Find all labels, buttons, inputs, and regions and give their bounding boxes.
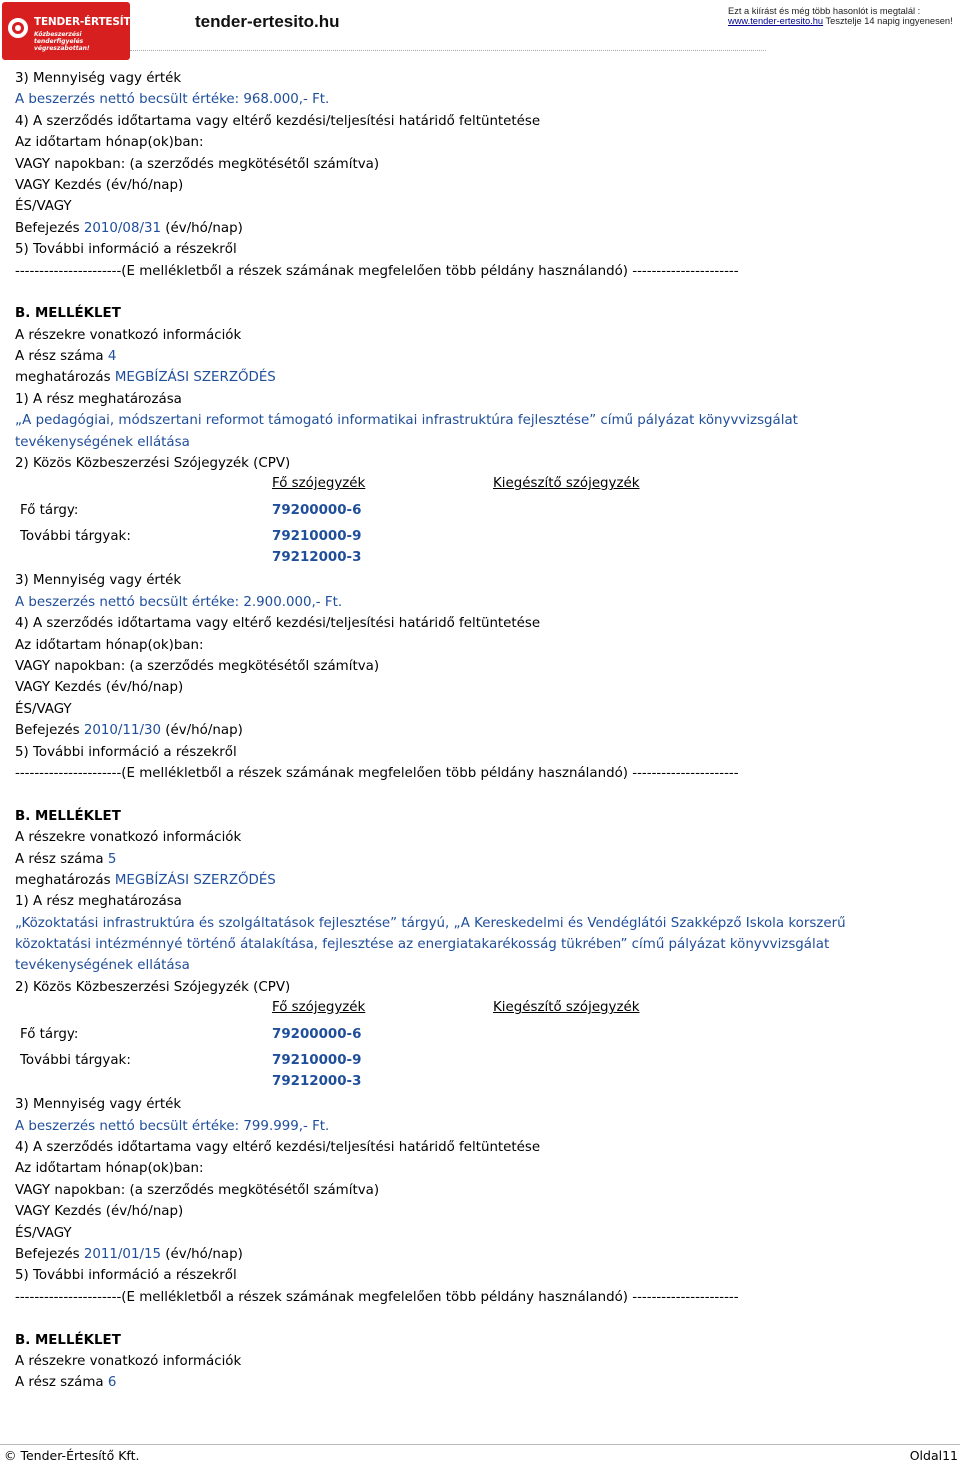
- logo-title: TENDER-ÉRTESÍTŐ.hu: [34, 16, 158, 28]
- part-description: „Közoktatási infrastruktúra és szolgáltatások fejlesztése” tárgyú, „A Kereskedelmi és Vendéglátói Szakképző Iskola korszerű: [15, 915, 846, 931]
- promo-line2: Tesztelje 14 napig ingyenesen!: [823, 15, 953, 26]
- start-date: VAGY Kezdés (év/hó/nap): [15, 1204, 184, 1220]
- part-number-line: [15, 1372, 945, 1393]
- duration-days: VAGY napokban: (a szerződés megkötésétől számítva): [15, 658, 380, 674]
- definition-value: MEGBÍZÁSI SZERZŐDÉS: [114, 872, 276, 888]
- cpv-heading: 2) Közös Közbeszerzési Szójegyzék (CPV): [15, 979, 291, 995]
- cpv-table: [15, 998, 945, 1094]
- promo-text: [728, 7, 958, 26]
- part-number-line: [15, 346, 945, 367]
- and-or: ÉS/VAGY: [15, 701, 72, 717]
- duration-months: Az időtartam hónap(ok)ban:: [15, 637, 204, 653]
- parts-info: A részekre vonatkozó információk: [15, 327, 242, 343]
- end-date-format: (év/hó/nap): [161, 220, 243, 236]
- cpv-main-vocabulary-header: Fő szójegyzék: [272, 1000, 366, 1016]
- cpv-table: [15, 474, 945, 570]
- end-date-label: Befejezés: [15, 1246, 84, 1262]
- and-or: ÉS/VAGY: [15, 1225, 72, 1241]
- part-number: 4: [107, 349, 117, 365]
- promo-line1: Ezt a kiírást és még több hasonlót is megtalál :: [728, 6, 921, 16]
- duration-days: VAGY napokban: (a szerződés megkötésétől számítva): [15, 156, 380, 172]
- cpv-supplementary-header: Kiegészítő szójegyzék: [493, 476, 640, 492]
- end-date-label: Befejezés: [15, 723, 84, 739]
- cpv-main-label: Fő tárgy:: [20, 1027, 79, 1043]
- quantity-heading: 3) Mennyiség vagy érték: [15, 1097, 182, 1113]
- end-date-value: 2011/01/15: [83, 1246, 162, 1262]
- duration-heading: 4) A szerződés időtartama vagy eltérő kezdési/teljesítési határidő feltüntetése: [15, 616, 541, 632]
- part-definition-heading: 1) A rész meghatározása: [15, 391, 182, 407]
- estimated-value: A beszerzés nettó becsült értéke: 2.900.000,- Ft.: [15, 594, 343, 610]
- end-date-label: Befejezés: [15, 220, 84, 236]
- cpv-main-code: 79200000-6: [272, 1027, 362, 1043]
- part-number-line: [15, 849, 945, 870]
- definition-line: [15, 367, 945, 388]
- page-header: [0, 0, 960, 62]
- start-date: VAGY Kezdés (év/hó/nap): [15, 680, 184, 696]
- duration-heading: 4) A szerződés időtartama vagy eltérő kezdési/teljesítési határidő feltüntetése: [15, 1140, 541, 1156]
- logo-subtitle: Közbeszerzési tenderfigyelés végreszabottan!: [34, 31, 90, 52]
- page-number: Oldal11: [909, 1448, 958, 1463]
- end-date-line: [15, 218, 945, 239]
- tender-ertesito-logo[interactable]: [2, 2, 158, 60]
- end-date-value: 2010/08/31: [83, 220, 162, 236]
- end-date-line: [15, 1244, 945, 1265]
- duration-months: Az időtartam hónap(ok)ban:: [15, 135, 204, 151]
- cpv-more-code: 79212000-3: [272, 1074, 362, 1090]
- parts-info: A részekre vonatkozó információk: [15, 830, 242, 846]
- cpv-more-code: 79212000-3: [272, 550, 362, 566]
- quantity-heading: 3) Mennyiség vagy érték: [15, 71, 182, 86]
- part-number-label: A rész száma: [15, 349, 108, 365]
- cpv-main-code: 79200000-6: [272, 503, 362, 519]
- part-description-cont: tevékenységének ellátása: [15, 434, 190, 450]
- cpv-more-code: 79210000-9: [272, 1053, 362, 1069]
- duration-days: VAGY napokban: (a szerződés megkötésétől számítva): [15, 1182, 380, 1198]
- definition-value: MEGBÍZÁSI SZERZŐDÉS: [114, 370, 276, 386]
- definition-label: meghatározás: [15, 872, 115, 888]
- separator-line: ----------------------(E mellékletből a részek számának megfelelően több példány használandó) ----------------------: [15, 765, 739, 781]
- end-date-format: (év/hó/nap): [161, 723, 243, 739]
- quantity-heading: 3) Mennyiség vagy érték: [15, 573, 182, 589]
- cpv-supplementary-header: Kiegészítő szójegyzék: [493, 1000, 640, 1016]
- cpv-main-label: Fő tárgy:: [20, 503, 79, 519]
- definition-line: [15, 870, 945, 891]
- cpv-more-code: 79210000-9: [272, 529, 362, 545]
- part-number-label: A rész száma: [15, 851, 108, 867]
- separator-line: ----------------------(E mellékletből a részek számának megfelelően több példány használandó) ----------------------: [15, 1289, 739, 1305]
- part-description: „A pedagógiai, módszertani reformot támogató informatikai infrastruktúra fejlesztése” című pályázat könyvvizsgálat: [15, 413, 798, 429]
- duration-heading: 4) A szerződés időtartama vagy eltérő kezdési/teljesítési határidő feltüntetése: [15, 113, 541, 129]
- parts-info: A részekre vonatkozó információk: [15, 1353, 242, 1369]
- part-description-cont: közoktatási intézménnyé történő átalakítása, fejlesztése az energiatakarékosság tükrében” című pályázat könyvvizsgálat: [15, 937, 830, 953]
- annex-heading: B. MELLÉKLET: [15, 808, 121, 824]
- cpv-more-label: További tárgyak:: [20, 529, 131, 545]
- part-number: 6: [107, 1375, 117, 1391]
- promo-link[interactable]: www.tender-ertesito.hu: [728, 15, 824, 26]
- cpv-main-vocabulary-header: Fő szójegyzék: [272, 476, 366, 492]
- page-footer: [0, 1444, 960, 1464]
- separator-line: ----------------------(E mellékletből a részek számának megfelelően több példány használandó) ----------------------: [15, 263, 739, 279]
- further-info-heading: 5) További információ a részekről: [15, 1268, 237, 1284]
- estimated-value: A beszerzés nettó becsült értéke: 799.999,- Ft.: [15, 1118, 330, 1134]
- end-date-value: 2010/11/30: [83, 723, 162, 739]
- part-number: 5: [107, 851, 117, 867]
- copyright: © Tender-Értesítő Kft.: [4, 1448, 140, 1463]
- document-body: [15, 68, 945, 1394]
- part-description-cont: tevékenységének ellátása: [15, 958, 190, 974]
- cpv-more-label: További tárgyak:: [20, 1053, 131, 1069]
- end-date-format: (év/hó/nap): [161, 1246, 243, 1262]
- part-definition-heading: 1) A rész meghatározása: [15, 894, 182, 910]
- annex-heading: B. MELLÉKLET: [15, 306, 121, 322]
- further-info-heading: 5) További információ a részekről: [15, 744, 237, 760]
- duration-months: Az időtartam hónap(ok)ban:: [15, 1161, 204, 1177]
- annex-heading: B. MELLÉKLET: [15, 1332, 121, 1348]
- header-divider: [130, 50, 766, 51]
- logo-ring-icon: [8, 18, 28, 38]
- start-date: VAGY Kezdés (év/hó/nap): [15, 177, 184, 193]
- end-date-line: [15, 720, 945, 741]
- part-number-label: A rész száma: [15, 1375, 108, 1391]
- cpv-heading: 2) Közös Közbeszerzési Szójegyzék (CPV): [15, 456, 291, 472]
- estimated-value: A beszerzés nettó becsült értéke: 968.000,- Ft.: [15, 92, 330, 108]
- definition-label: meghatározás: [15, 370, 115, 386]
- and-or: ÉS/VAGY: [15, 199, 72, 215]
- further-info-heading: 5) További információ a részekről: [15, 242, 237, 258]
- site-name: tender-ertesito.hu: [195, 12, 340, 31]
